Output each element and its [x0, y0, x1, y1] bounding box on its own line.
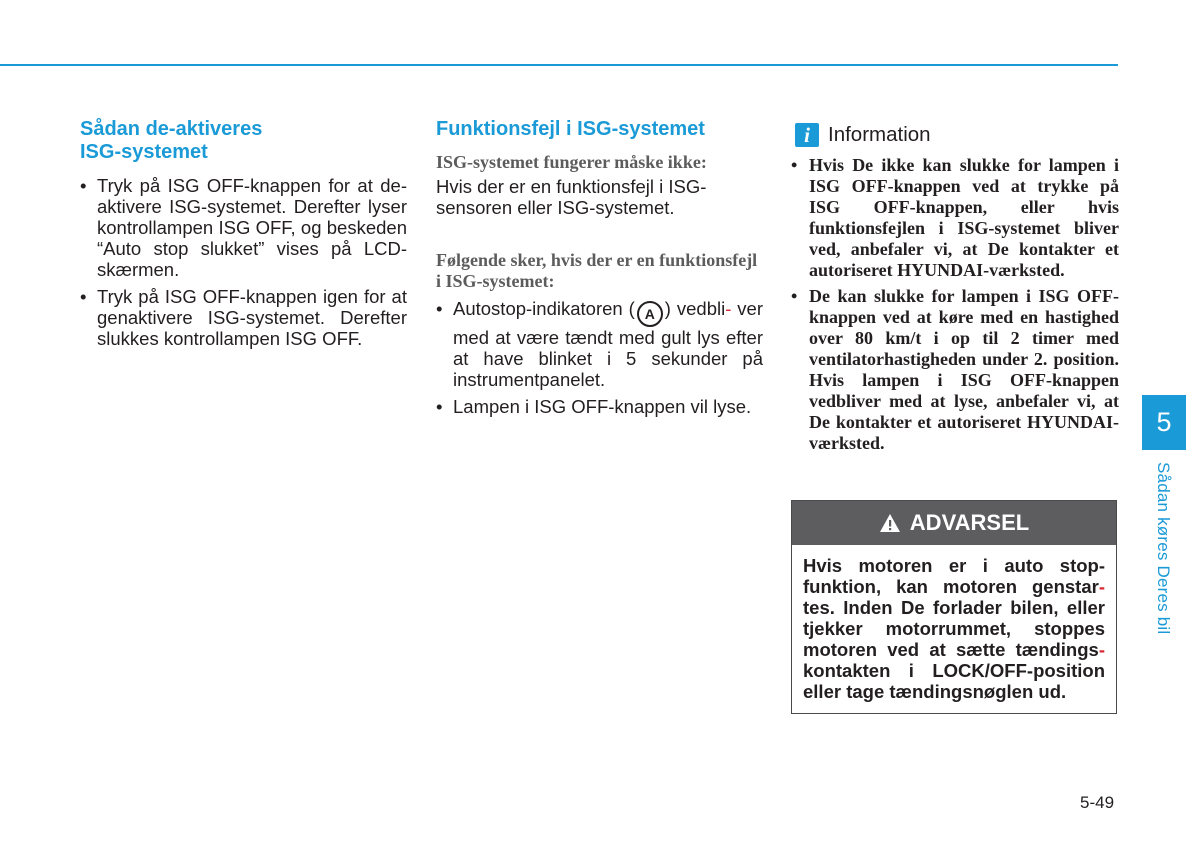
bullet-list	[80, 175, 407, 349]
warning-text: Hvis motoren er i auto stop-funktion, kan motoren genstar- tes. Inden De forlader bilen, eller tjekker motorrummet, stoppes motoren ved at sætte tændings- kontakten i LOCK/OFF-position eller tage tændingsnøglen ud.	[803, 555, 1105, 702]
list-item: • Autostop-indikatoren ( A ) vedbli- ver med at være tændt med gult lys efter at have blinket i 5 sekunder på instrumentpanelet.	[436, 298, 763, 390]
bullet-list	[436, 298, 763, 417]
top-rule	[0, 64, 1118, 66]
information-header	[791, 117, 1119, 153]
autostop-indicator-icon: A	[637, 301, 663, 327]
hyphen-mark: -	[1098, 639, 1105, 660]
hyphen-mark: -	[725, 298, 732, 319]
section-deactivate	[80, 118, 407, 355]
warning-header	[792, 501, 1116, 545]
warning-triangle-icon	[879, 513, 901, 533]
warning-box	[791, 500, 1117, 714]
info-icon: i	[795, 123, 819, 147]
list-item: • De kan slukke for lampen i ISG OFF-knappen ved at køre med en hastighed over 80 km/t i op til 2 timer med ventilatorhastigheden under 2. position. Hvis lampen i ISG OFF-knappen vedbliver med at lyse, anbefaler vi, at De kontakter et autoriseret HYUNDAI-værksted.	[791, 286, 1119, 454]
warning-title: ADVARSEL	[909, 510, 1030, 535]
list-item: • Tryk på ISG OFF-knappen for at de-aktivere ISG-systemet. Derefter lyser kontrollampen ISG OFF, og beskeden “Auto stop slukket” vises på LCD-skærmen.	[80, 175, 407, 280]
subheading: ISG-systemet fungerer måske ikke:	[436, 152, 707, 172]
list-item: • Lampen i ISG OFF-knappen vil lyse.	[436, 396, 763, 417]
paragraph: Hvis der er en funktionsfejl i ISG-sensoren eller ISG-systemet.	[436, 176, 707, 218]
list-item: • Tryk på ISG OFF-knappen igen for at genaktivere ISG-systemet. Derefter slukkes kontrollampen ISG OFF.	[80, 286, 407, 349]
information-title: Information	[828, 123, 931, 146]
list-item: • Hvis De ikke kan slukke for lampen i ISG OFF-knappen ved at trykke på ISG OFF-knappen, eller hvis funktionsfejlen i ISG-systemet bliver ved, anbefaler vi, at De kontakter et autoriseret HYUNDAI-værksted.	[791, 155, 1119, 281]
chapter-tab: 5	[1142, 395, 1186, 450]
hyphen-mark: -	[1098, 576, 1105, 597]
chapter-title: Sådan køres Deres bil	[1154, 462, 1173, 635]
information-box	[791, 118, 1119, 459]
section-heading: Funktionsfejl i ISG-systemet	[436, 118, 705, 140]
bullet-list	[791, 155, 1119, 454]
section-malfunction	[436, 118, 763, 423]
subheading: Følgende sker, hvis der er en funktionsfejl i ISG-systemet:	[436, 250, 758, 291]
section-heading: Sådan de-aktiveres ISG-systemet	[80, 118, 263, 163]
page-number: 5-49	[1080, 793, 1115, 812]
